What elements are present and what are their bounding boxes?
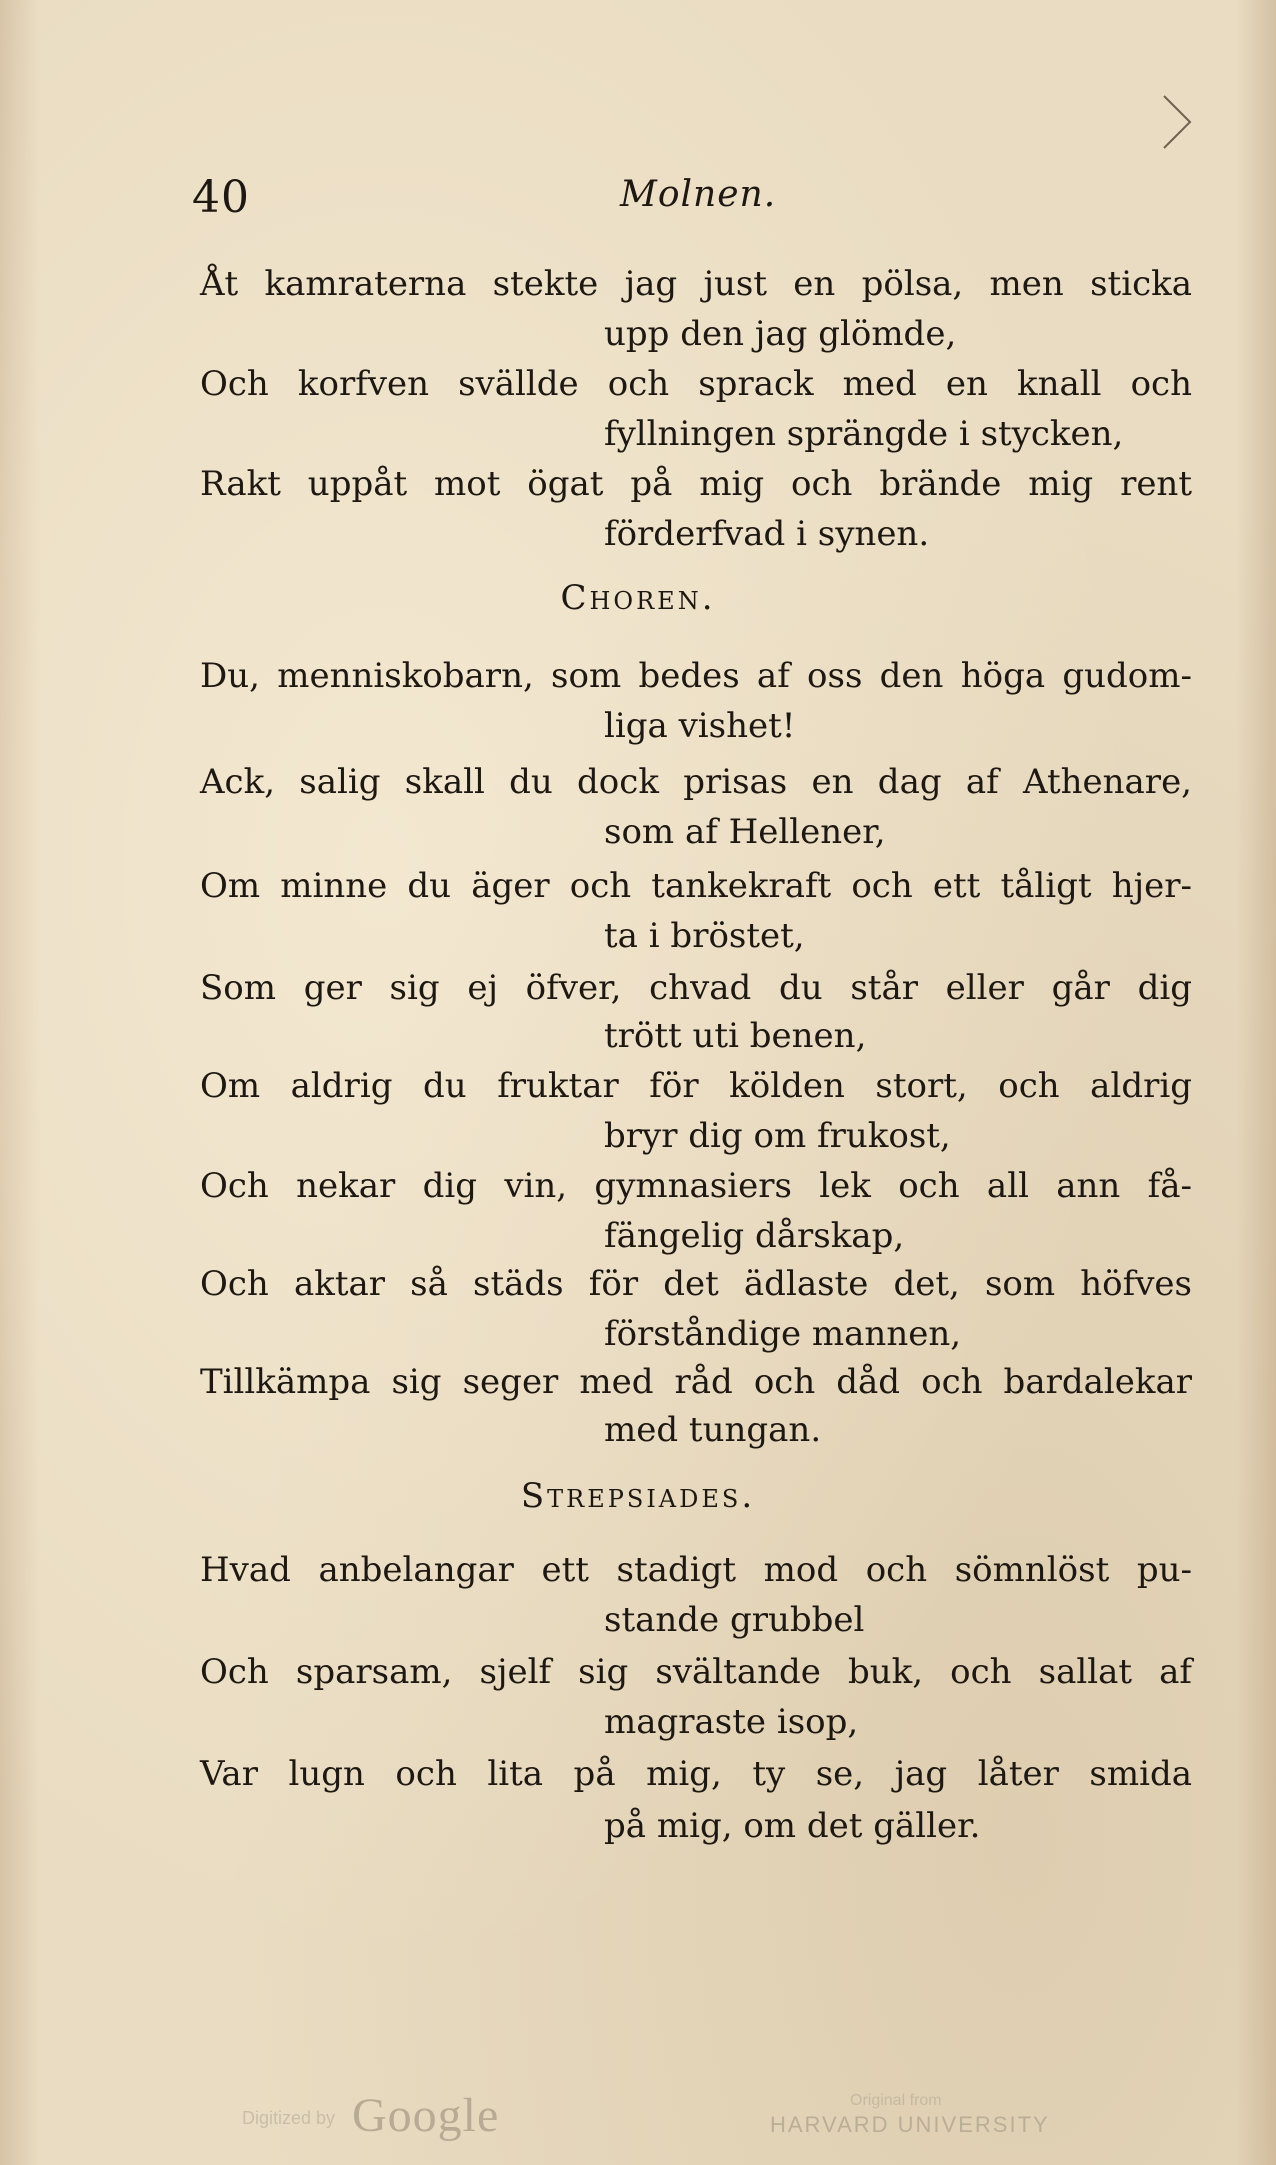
verse-line: förståndige mannen,: [604, 1314, 962, 1354]
verse-line: förderfvad i synen.: [604, 514, 930, 554]
page-header: [0, 172, 1276, 232]
verse-line: bryr dig om frukost,: [604, 1116, 951, 1156]
verse-line: upp den jag glömde,: [604, 314, 957, 354]
verse-line: Åt kamraterna stekte jag just en pölsa, men sticka: [200, 264, 1192, 304]
speaker-heading: Strepsiades.: [520, 1476, 756, 1516]
verse-line: med tungan.: [604, 1410, 822, 1450]
verse-line: Om minne du äger och tankekraft och ett tåligt hjer-: [200, 866, 1192, 906]
verse-line: ta i bröstet,: [604, 916, 805, 956]
verse-line: som af Hellener,: [604, 812, 886, 852]
verse-line: Och korfven svällde och sprack med en knall och: [200, 364, 1192, 404]
original-from-label: Original from: [850, 2092, 942, 2109]
verse-line: Rakt uppåt mot ögat på mig och brände mig rent: [200, 464, 1192, 504]
verse-line: Var lugn och lita på mig, ty se, jag låter smida: [200, 1754, 1192, 1794]
verse-line: Om aldrig du fruktar för kölden stort, och aldrig: [200, 1066, 1192, 1106]
verse-line: liga vishet!: [604, 706, 796, 746]
verse-line: stande grubbel: [604, 1600, 865, 1640]
verse-line: fyllningen sprängde i stycken,: [604, 414, 1124, 454]
verse-line: Ack, salig skall du dock prisas en dag af Athenare,: [200, 762, 1192, 802]
verse-line: Och nekar dig vin, gymnasiers lek och all ann få-: [200, 1166, 1192, 1206]
verse-line: Hvad anbelangar ett stadigt mod och sömnlöst pu-: [200, 1550, 1192, 1590]
verse-line: Som ger sig ej öfver, chvad du står eller går dig: [200, 968, 1192, 1008]
running-title: Molnen.: [620, 174, 777, 215]
verse-line: magraste isop,: [604, 1702, 859, 1742]
verse-line: på mig, om det gäller.: [604, 1806, 981, 1846]
speaker-heading: Choren.: [560, 578, 716, 618]
harvard-university-label: HARVARD UNIVERSITY: [770, 2112, 1050, 2137]
verse-line: Du, menniskobarn, som bedes af oss den höga gudom-: [200, 656, 1192, 696]
digitized-by-label: Digitized by: [242, 2108, 336, 2128]
digitization-watermark: [0, 2088, 1276, 2148]
verse-line: Och sparsam, sjelf sig svältande buk, och sallat af: [200, 1652, 1192, 1692]
verse-line: Och aktar så städs för det ädlaste det, som höfves: [200, 1264, 1192, 1304]
page-number: 40: [192, 172, 250, 223]
google-logo: Google: [352, 2089, 500, 2142]
verse-line: trött uti benen,: [604, 1016, 867, 1056]
verse-line: fängelig dårskap,: [604, 1216, 905, 1256]
verse-line: Tillkämpa sig seger med råd och dåd och bardalekar: [200, 1362, 1192, 1402]
chevron-right-icon: [1160, 92, 1196, 152]
